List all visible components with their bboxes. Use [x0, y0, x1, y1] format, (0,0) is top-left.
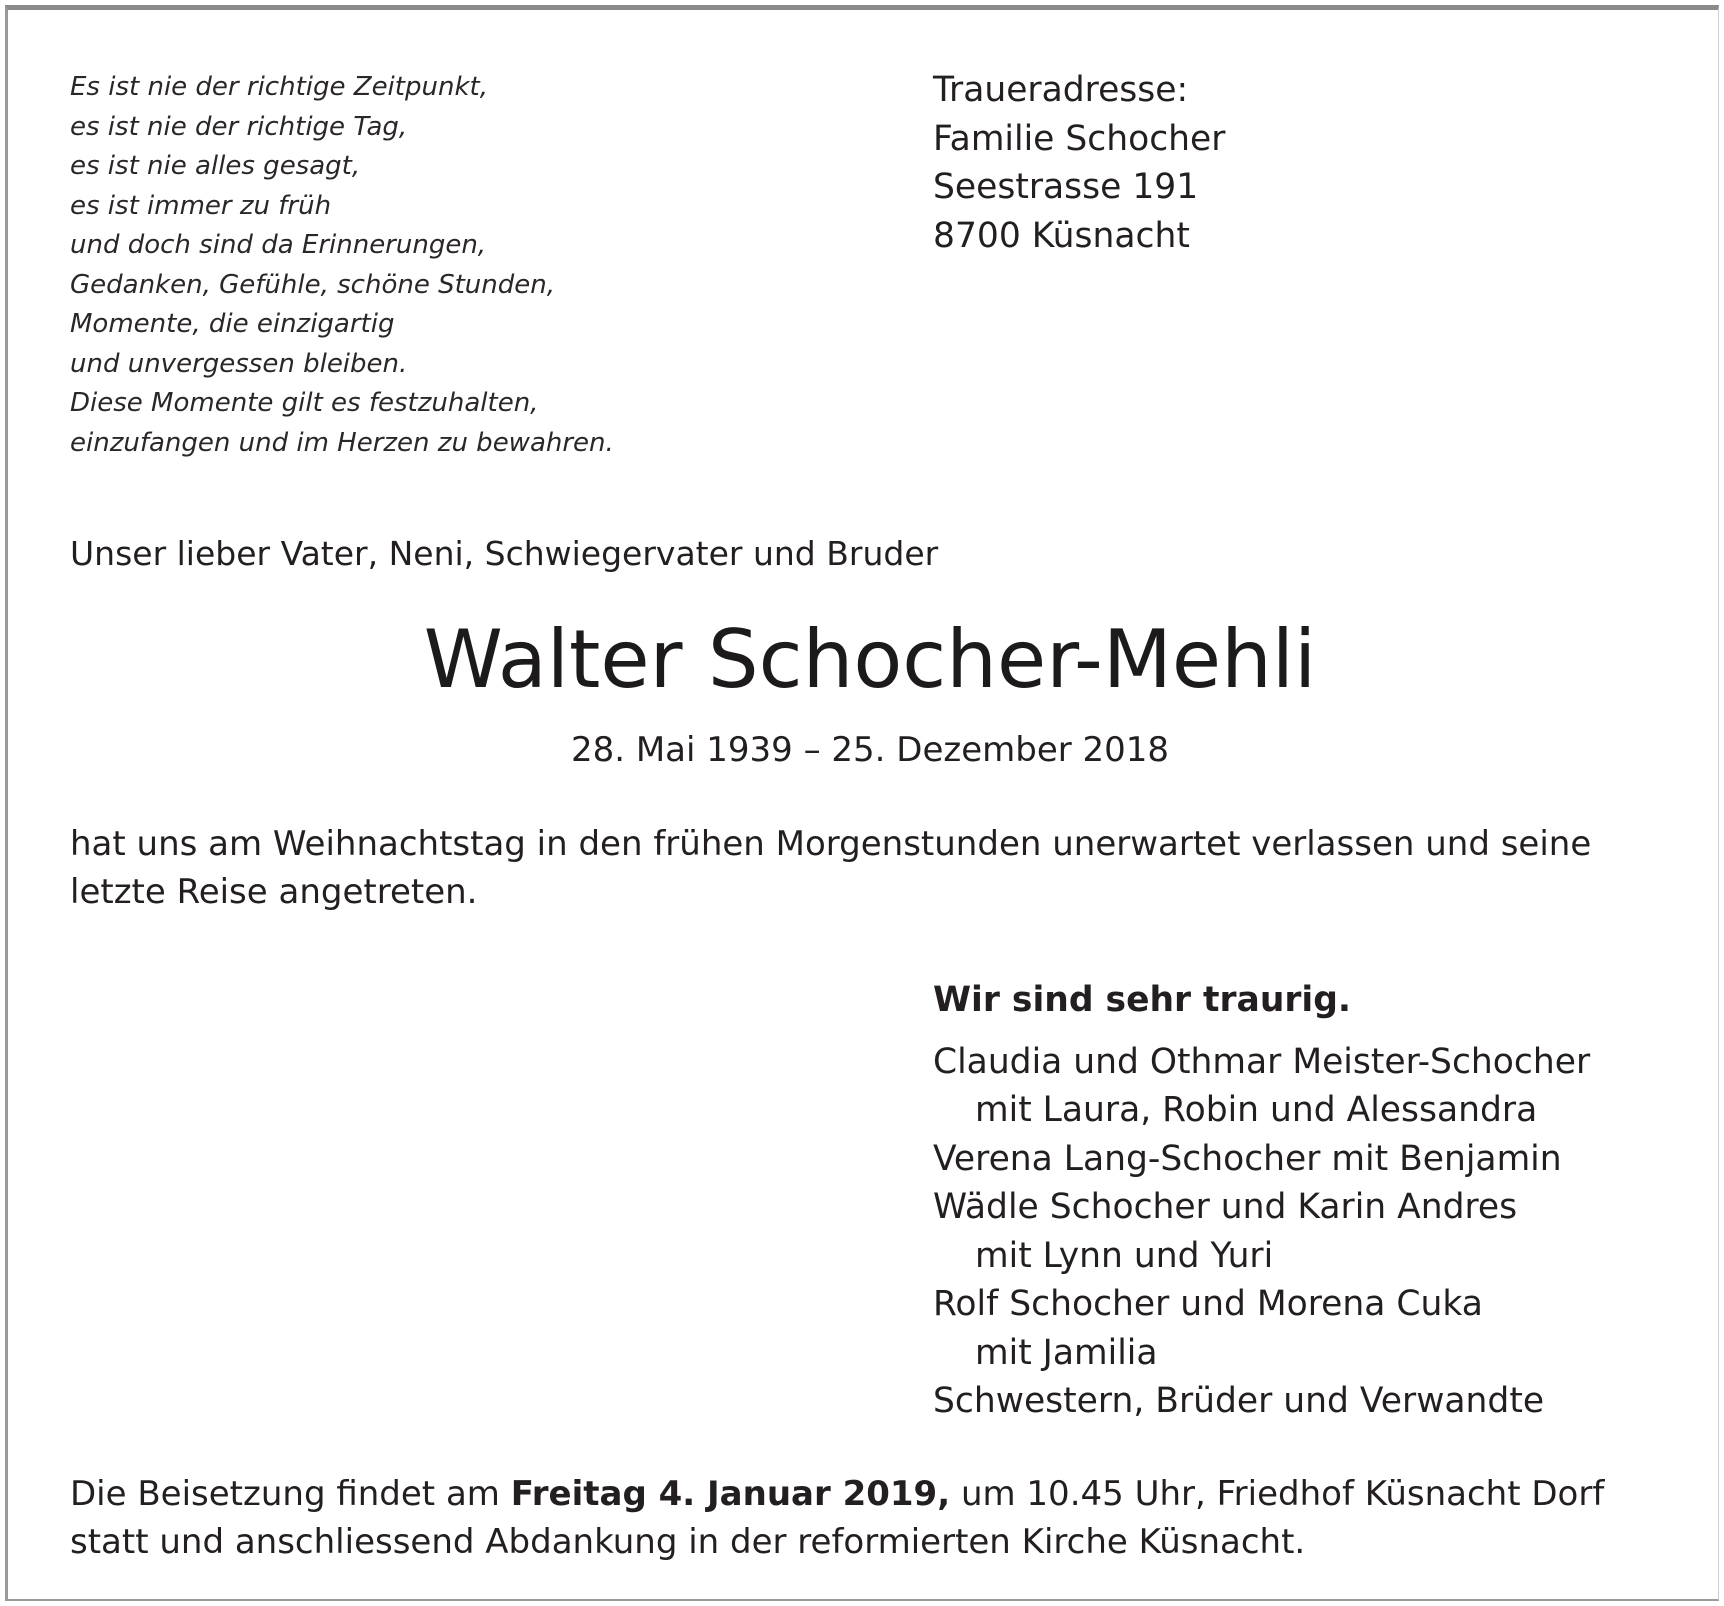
poem-line: und unvergessen bleiben.: [70, 348, 408, 379]
poem-line: es ist nie der richtige Tag,: [70, 111, 408, 142]
mourner-line: Wädle Schocher und Karin Andres: [933, 1187, 1518, 1227]
poem-line: und doch sind da Erinnerungen,: [70, 230, 487, 260]
mourner-line: mit Lynn und Yuri: [975, 1235, 1274, 1276]
address-city: 8700 Küsnacht: [933, 215, 1190, 256]
deceased-name: Walter Schocher-Mehli: [423, 613, 1317, 706]
poem-line: Momente, die einzigartig: [70, 309, 395, 339]
poem: [70, 68, 770, 463]
funeral-prefix: Die Beisetzung findet am: [70, 1474, 511, 1514]
mourner-line: mit Laura, Robin und Alessandra: [975, 1090, 1538, 1130]
mourner-line: Rolf Schocher und Morena Cuka: [933, 1284, 1483, 1324]
poem-line: einzufangen und im Herzen zu bewahren.: [70, 427, 614, 458]
mourner-line: Verena Lang-Schocher mit Benjamin: [933, 1138, 1562, 1179]
address-street: Seestrasse 191: [933, 167, 1199, 207]
address-label: Traueradresse:: [933, 70, 1189, 110]
mourners-block: [933, 976, 1590, 1426]
funeral-date: Freitag 4. Januar 2019,: [510, 1474, 951, 1514]
obituary-card: [5, 5, 1719, 1601]
poem-line: Es ist nie der richtige Zeitpunkt,: [70, 72, 488, 102]
mourner-line: Claudia und Othmar Meister-Schocher: [933, 1041, 1591, 1082]
mourner-line: mit Jamilia: [975, 1332, 1158, 1373]
poem-line: es ist nie alles gesagt,: [70, 151, 361, 181]
funeral-info: [70, 1470, 1670, 1566]
mourner-line: Schwestern, Brüder und Verwandte: [933, 1381, 1545, 1421]
intro-text: Unser lieber Vater, Neni, Schwiegervater und Bruder: [70, 534, 939, 573]
announcement-text: hat uns am Weihnachtstag in den frühen Morgenstunden unerwartet verlassen und seine letzte Reise angetreten.: [70, 824, 1592, 912]
mourning-address: [933, 66, 1225, 260]
life-dates: 28. Mai 1939 – 25. Dezember 2018: [570, 730, 1170, 770]
poem-line: Diese Momente gilt es festzuhalten,: [70, 388, 539, 418]
poem-line: Gedanken, Gefühle, schöne Stunden,: [70, 269, 555, 300]
poem-line: es ist immer zu früh: [70, 190, 332, 221]
address-name: Familie Schocher: [933, 118, 1226, 159]
funeral-suffix: um 10.45 Uhr, Friedhof Küsnacht Dorf statt und anschliessend Abdankung in der reformierten Kirche Küsnacht.: [70, 1474, 1605, 1562]
mourners-heading: Wir sind sehr traurig.: [933, 980, 1352, 1020]
